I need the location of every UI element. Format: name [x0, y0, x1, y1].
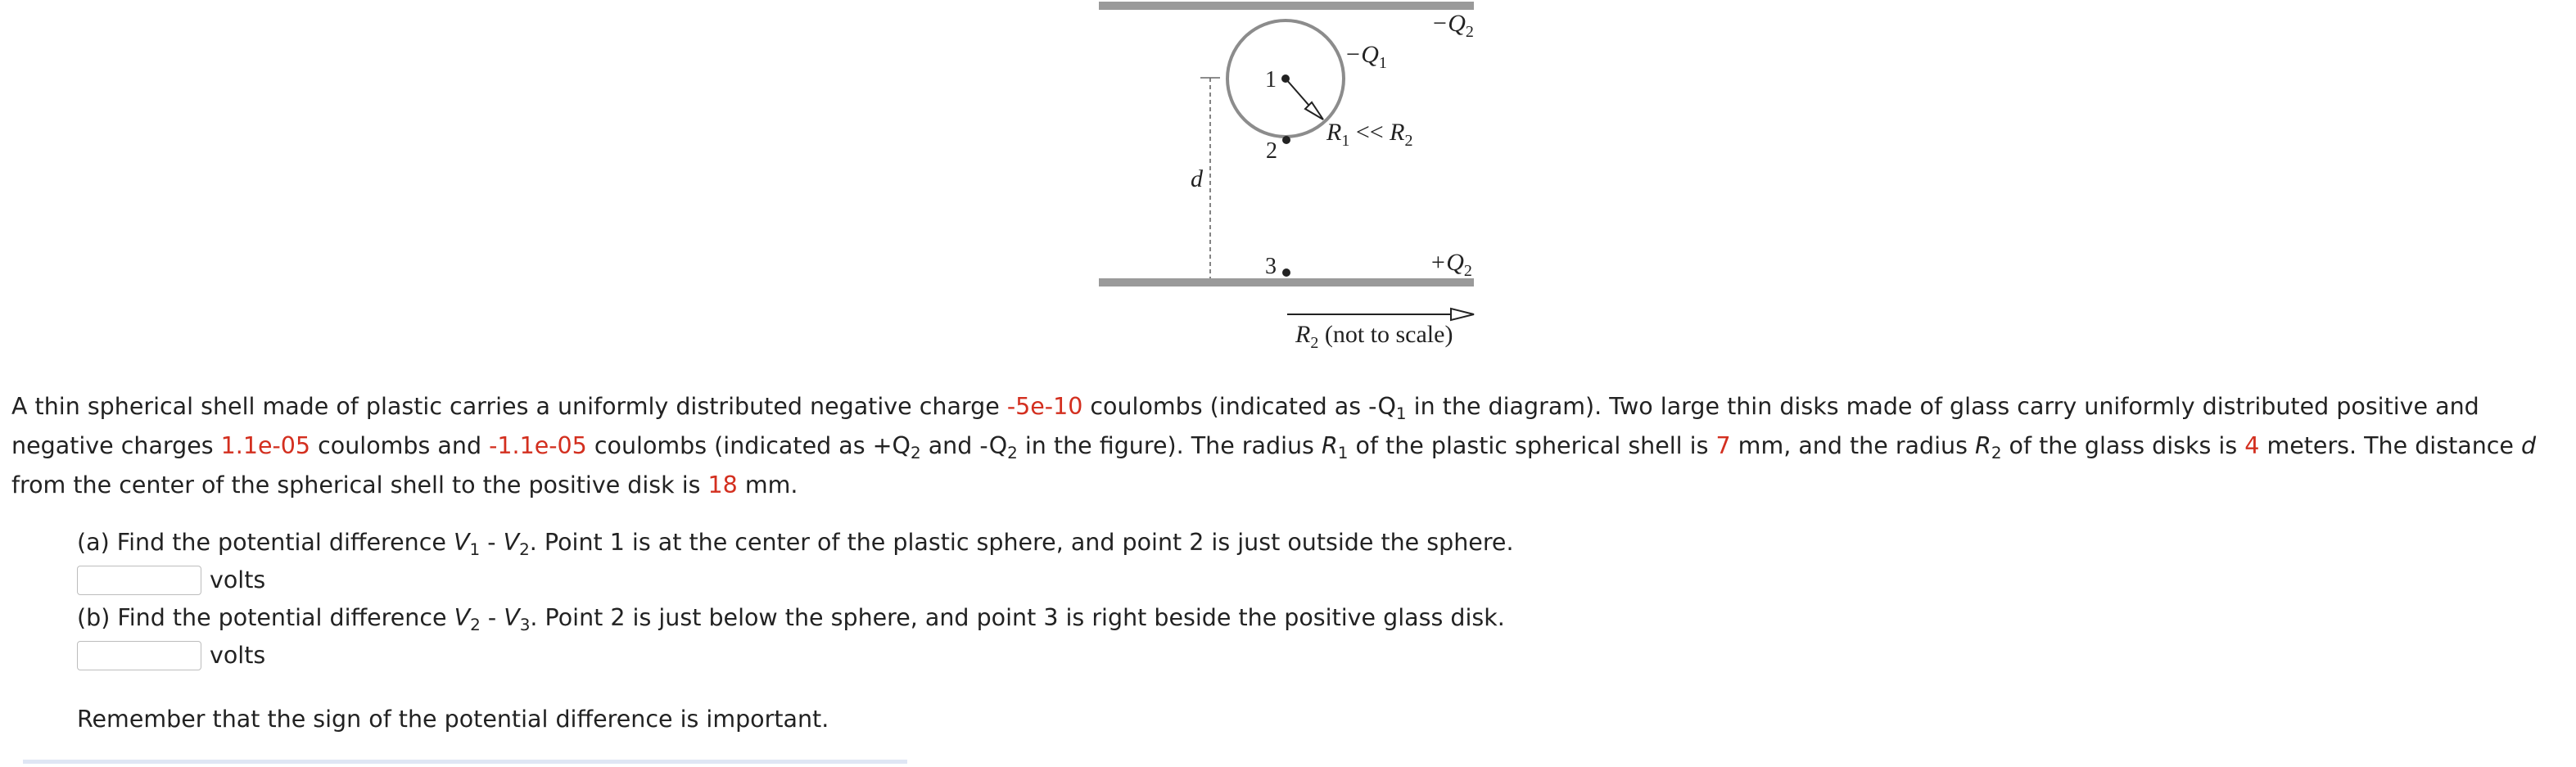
- positive-disk: [1099, 278, 1474, 286]
- value-q1: -5e-10: [1006, 393, 1083, 420]
- part-a-unit-label: volts: [210, 566, 266, 593]
- label-d: d: [1191, 165, 1203, 192]
- value-q2-positive: 1.1e-05: [220, 432, 311, 459]
- point-2-dot: [1282, 136, 1290, 144]
- label-r1-much-less-r2: $R_1 << R_2$: [1326, 119, 1413, 150]
- label-r2-not-to-scale: $R_2$ (not to scale): [1295, 321, 1453, 352]
- bottom-divider: [23, 760, 907, 764]
- point-1-dot: [1281, 74, 1290, 83]
- negative-disk: [1099, 2, 1474, 10]
- part-b-question: (b) Find the potential difference $V_2 - V_3$. Point 2 is just below the sphere, and point 3 is right beside the positive glass disk.: [77, 604, 1505, 634]
- value-r2: 4: [2244, 432, 2260, 459]
- part-b-unit-label: volts: [210, 642, 266, 669]
- remember-note: Remember that the sign of the potential difference is important.: [77, 706, 829, 733]
- label-point-1: 1: [1265, 67, 1277, 92]
- value-r1: 7: [1715, 432, 1731, 459]
- label-neg-q2: $-Q_2$: [1431, 10, 1474, 41]
- label-neg-q1: $-Q_1$: [1344, 41, 1387, 72]
- part-a-answer-input[interactable]: [77, 566, 201, 595]
- value-d: 18: [707, 471, 738, 499]
- question-parts: [77, 524, 1514, 675]
- part-b-answer-input[interactable]: [77, 641, 201, 670]
- value-q2-negative: -1.1e-05: [489, 432, 587, 459]
- part-a-answer-row: [77, 562, 1514, 599]
- label-pos-q2: $+Q_2$: [1430, 249, 1472, 280]
- part-a-question: (a) Find the potential difference $V_1 - V_2$. Point 1 is at the center of the plastic sphere, and point 2 is just outside the sphere.: [77, 529, 1514, 559]
- problem-statement: A thin spherical shell made of plastic carries a uniformly distributed negative charge -5e-10 coulombs (indicated as $-Q_1$ in the diagram). Two large thin disks made of glass carry uniformly distributed positive and negative charges 1.1e-05 coulombs and -1.1e-05 coulombs (indicated as $+Q_2$ and $-Q_2$ in the figure). The radius $R_1$ of the plastic spherical shell is 7 mm, and the radius $R_2$ of the glass disks is 4 meters. The distance d from the center of the spherical shell to the positive disk is 18 mm.: [11, 393, 2537, 499]
- label-point-2: 2: [1266, 138, 1277, 164]
- label-point-3: 3: [1265, 254, 1277, 279]
- physics-diagram: [0, 0, 2576, 377]
- point-3-dot: [1282, 268, 1290, 277]
- r2-arrowhead: [1451, 309, 1474, 320]
- part-b-answer-row: [77, 637, 1514, 675]
